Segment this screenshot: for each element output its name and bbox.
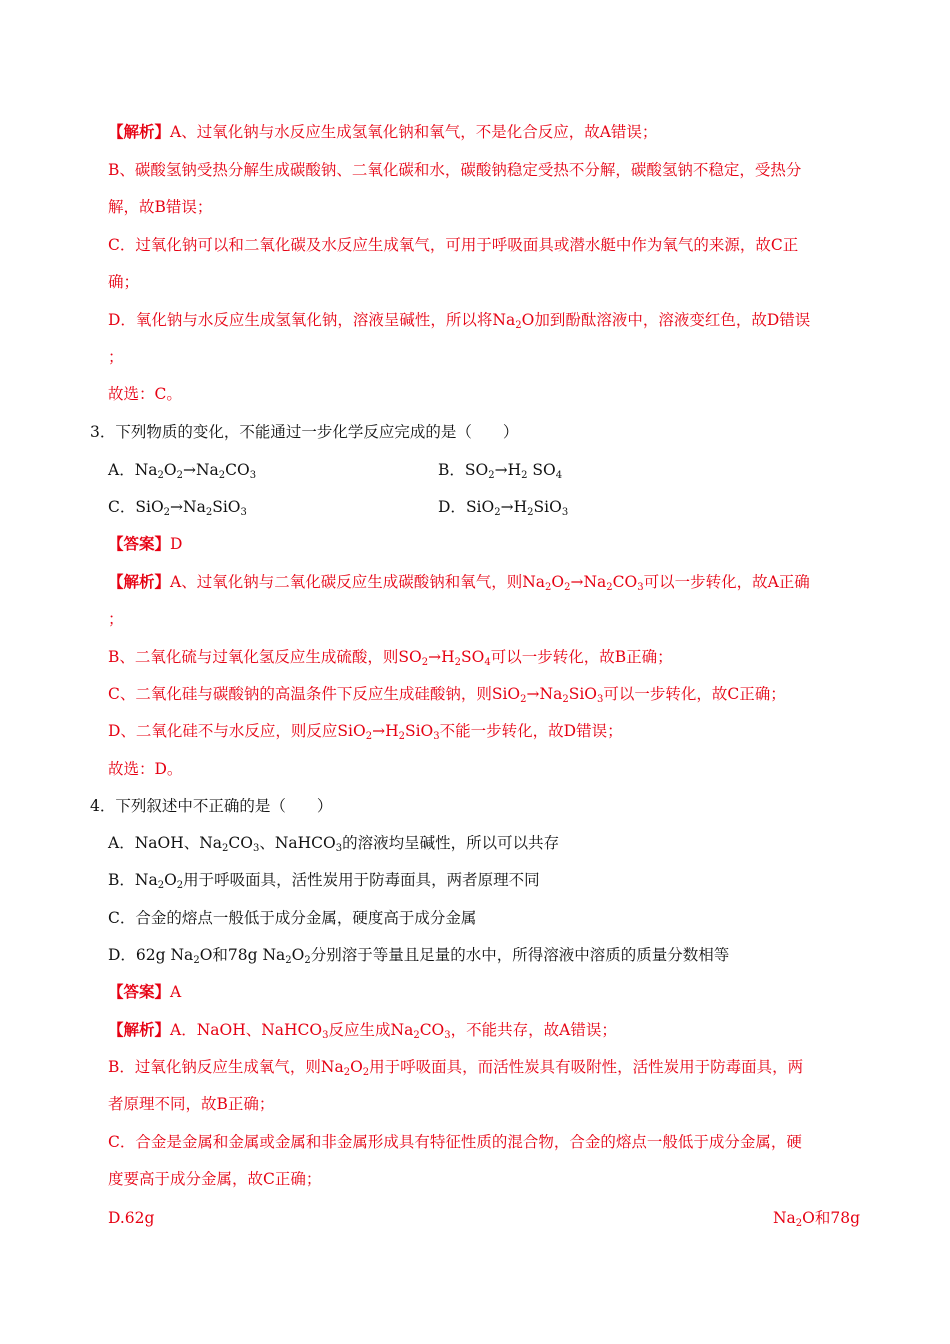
- q4-option-b: B．$Na_2O_2$用于呼吸面具，活性炭用于防毒面具，两者原理不同: [108, 871, 540, 891]
- q3-option-d: D．$SiO_2\to H_2SiO_3$: [438, 498, 569, 518]
- q4-analysis-b-line2: 者原理不同，故B正确；: [108, 1095, 275, 1113]
- q3-analysis-b: B、二氧化硫与过氧化氢反应生成硫酸，则$SO_2\to H_2SO_4$可以一步转化，故B正确；: [108, 648, 673, 668]
- q2-analysis-b-line2: 解，故B错误；: [108, 198, 213, 216]
- q2-analysis-d-line2: ；: [108, 348, 124, 366]
- q2-analysis-d-line1: D．氧化钠与水反应生成氢氧化钠，溶液呈碱性，所以将$Na_2O$加到酚酞溶液中，溶液变红色，故D错误: [108, 311, 811, 331]
- q4-stem: 4．下列叙述中不正确的是（ ）: [90, 797, 333, 815]
- q4-analysis-d-right: $Na_2O$和78g: [772, 1209, 860, 1229]
- q2-analysis-b-line1: B、碳酸氢钠受热分解生成碳酸钠、二氧化碳和水，碳酸钠稳定受热不分解，碳酸氢钠不稳定，受热分: [108, 161, 802, 179]
- q3-analysis-a-line1: 【解析】A、过氧化钠与二氧化碳反应生成碳酸钠和氧气，则$Na_2O_2\to Na_2CO_3$可以一步转化，故A正确: [108, 572, 810, 593]
- arrow-icon: →: [500, 498, 514, 516]
- q3-analysis-a-line2: ；: [108, 610, 124, 628]
- q3-answer: 【答案】D: [108, 534, 183, 553]
- analysis-tag: 【解析】: [108, 122, 171, 141]
- answer-tag: 【答案】: [108, 534, 171, 553]
- q3-option-a: A．$Na_2O_2\to Na_2CO_3$: [108, 461, 257, 481]
- q2-analysis-c-line1: C．过氧化钠可以和二氧化碳及水反应生成氧气，可用于呼吸面具或潜水艇中作为氧气的来源，故C正: [108, 236, 799, 254]
- q3-stem: 3．下列物质的变化，不能通过一步化学反应完成的是（ ）: [90, 423, 519, 441]
- q4-analysis-c-line1: C．合金是金属和金属或金属和非金属形成具有特征性质的混合物，合金的熔点一般低于成分金属，硬: [108, 1133, 802, 1151]
- q3-analysis-d: D、二氧化硅不与水反应，则反应$SiO_2\to H_2SiO_3$不能一步转化，故D错误；: [108, 722, 623, 742]
- q3-analysis-c: C、二氧化硅与碳酸钠的高温条件下反应生成硅酸钠，则$SiO_2\to Na_2SiO_3$可以一步转化，故C正确；: [108, 685, 786, 705]
- q4-analysis-b-line1: B．过氧化钠反应生成氧气，则$Na_2O_2$用于呼吸面具，而活性炭具有吸附性，活性炭用于防毒面具，两: [108, 1058, 804, 1078]
- q4-option-c: C．合金的熔点一般低于成分金属，硬度高于成分金属: [108, 909, 477, 927]
- q4-analysis-c-line2: 度要高于成分金属，故C正确；: [108, 1170, 322, 1188]
- arrow-icon: →: [182, 461, 196, 479]
- q3-choice: 故选：D。: [108, 760, 183, 778]
- analysis-tag: 【解析】: [108, 572, 171, 591]
- q4-analysis-a: 【解析】A．NaOH、NaHCO$_3$反应生成$Na_2CO_3$，不能共存，故A错误；: [108, 1020, 617, 1041]
- arrow-icon: →: [170, 498, 184, 516]
- analysis-tag: 【解析】: [108, 1020, 171, 1039]
- q4-analysis-d-left: D.62g: [108, 1209, 155, 1227]
- q4-option-a: A．NaOH、$Na_2CO_3$、NaHCO$_3$的溶液均呈碱性，所以可以共存: [108, 834, 560, 854]
- arrow-icon: →: [494, 461, 508, 479]
- answer-tag: 【答案】: [108, 982, 171, 1001]
- q2-analysis-c-line2: 确；: [108, 273, 140, 291]
- q4-option-d: D．62g $Na_2O$和78g $Na_2O_2$分别溶于等量且足量的水中，所得溶液中溶质的质量分数相等: [108, 946, 730, 966]
- q3-option-b: B．$SO_2\to H_2$ $SO_4$: [438, 461, 563, 481]
- q2-choice: 故选：C。: [108, 385, 182, 403]
- q4-answer: 【答案】A: [108, 982, 182, 1001]
- q2-analysis-a: 【解析】A、过氧化钠与水反应生成氢氧化钠和氧气，不是化合反应，故A错误；: [108, 122, 658, 141]
- q3-option-c: C．$SiO_2\to Na_2SiO_3$: [108, 498, 247, 518]
